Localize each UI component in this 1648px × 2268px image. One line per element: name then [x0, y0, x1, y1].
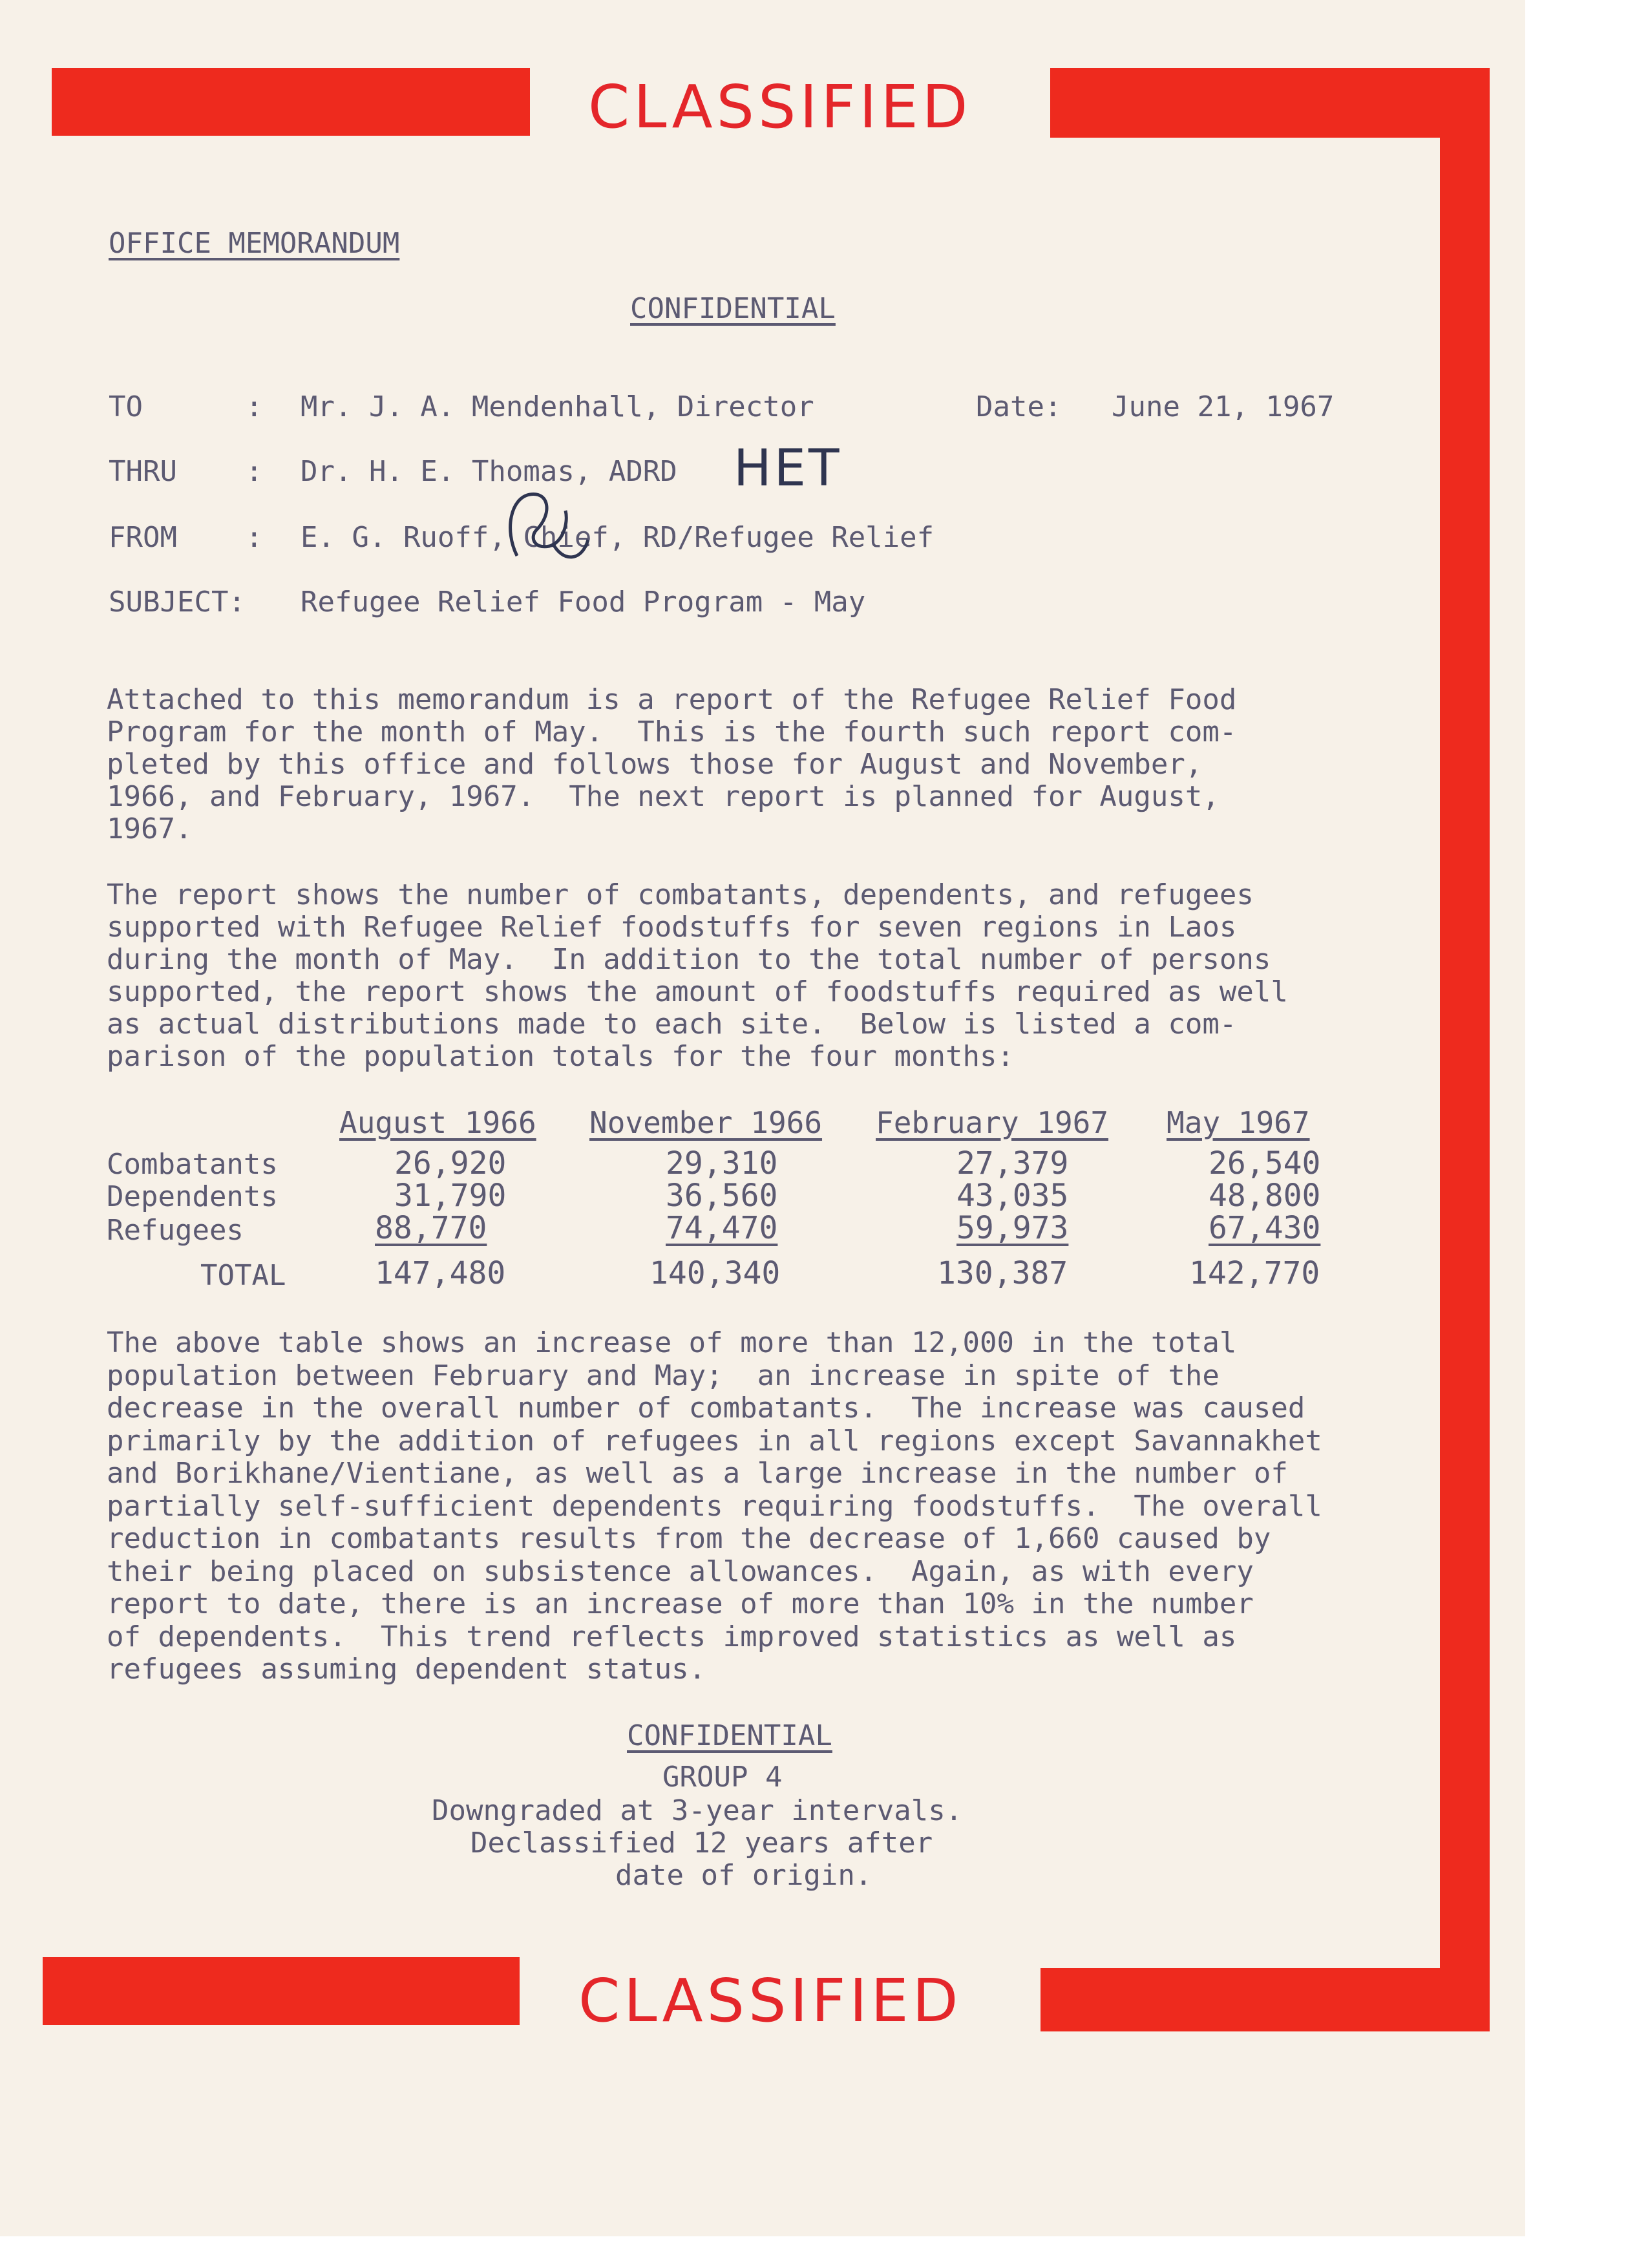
date-value: June 21, 1967	[1112, 390, 1335, 423]
top-red-bar-right	[1050, 68, 1490, 138]
handwritten-initials-het: HET	[734, 440, 842, 498]
row-label-total: TOTAL	[200, 1259, 286, 1292]
cell-nov-refugees: 74,470	[666, 1210, 778, 1246]
confidential-footer: CONFIDENTIAL	[627, 1719, 832, 1752]
thru-value: Dr. H. E. Thomas, ADRD	[301, 455, 677, 488]
row-label-refugees: Refugees	[107, 1214, 244, 1247]
classified-banner-top: CLASSIFIED	[588, 72, 972, 142]
column-header-november-1966: November 1966	[589, 1105, 823, 1140]
top-red-bar-left	[52, 68, 530, 136]
cell-nov-dependents: 36,560	[666, 1178, 778, 1214]
downgrade-line-1: Downgraded at 3-year intervals.	[432, 1794, 963, 1827]
paragraph-1: Attached to this memorandum is a report of the Refugee Relief Food Program for the month of May. This is the fourth such report com- pleted by this office and follows those for August and November, 1966, and February, 1967. The next report is planned for August, 1967.	[107, 683, 1237, 845]
to-separator: :	[246, 390, 263, 423]
cell-feb-refugees: 59,973	[956, 1210, 1069, 1246]
downgrade-line-3: date of origin.	[615, 1859, 872, 1892]
handwritten-signature	[491, 478, 607, 575]
column-header-august-1966: August 1966	[339, 1105, 536, 1140]
cell-feb-total: 130,387	[937, 1255, 1068, 1291]
cell-feb-dependents: 43,035	[956, 1178, 1069, 1214]
classified-banner-bottom: CLASSIFIED	[578, 1966, 962, 2035]
date-label: Date:	[976, 390, 1062, 423]
downgrade-line-2: Declassified 12 years after	[470, 1827, 933, 1860]
thru-separator: :	[246, 455, 263, 488]
paragraph-3: The above table shows an increase of more than 12,000 in the total population between February and May; an increase in spite of the decrease in the overall number of combatants. The increase was caused primarily by the addition of refugees in all regions except Savannakhet and Borikhane/Vientiane, as well as a large increase in the number of partially self-sufficient dependents requiring foodstuffs. The overall reduction in combatants results from the decrease of 1,660 caused by their being placed on subsistence allowances. Again, as with every report to date, there is an increase of more than 10% in the number of dependents. This trend reflects improved statistics as well as refugees assuming dependent status.	[107, 1326, 1322, 1686]
cell-aug-total: 147,480	[375, 1255, 506, 1291]
bottom-red-bar-right	[1041, 1968, 1490, 2031]
thru-label: THRU	[109, 455, 177, 488]
cell-feb-combatants: 27,379	[956, 1145, 1069, 1182]
cell-aug-refugees: 88,770	[375, 1210, 487, 1246]
from-value: E. G. Ruoff, Chief, RD/Refugee Relief	[301, 521, 935, 554]
to-label: TO	[109, 390, 143, 423]
subject-value: Refugee Relief Food Program - May	[301, 586, 866, 619]
cell-may-dependents: 48,800	[1209, 1178, 1321, 1214]
from-label: FROM	[109, 521, 177, 554]
to-value: Mr. J. A. Mendenhall, Director	[301, 390, 814, 423]
column-header-may-1967: May 1967	[1167, 1105, 1310, 1140]
cell-aug-combatants: 26,920	[394, 1145, 507, 1182]
row-label-dependents: Dependents	[107, 1180, 278, 1213]
bottom-red-bar-left	[43, 1957, 520, 2025]
cell-may-total: 142,770	[1189, 1255, 1320, 1291]
row-label-combatants: Combatants	[107, 1148, 278, 1181]
group-marking: GROUP 4	[662, 1761, 783, 1794]
cell-aug-dependents: 31,790	[394, 1178, 507, 1214]
right-red-border	[1440, 68, 1490, 2023]
paragraph-2: The report shows the number of combatants, dependents, and refugees supported with Refugee Relief foodstuffs for seven regions in Laos during the month of May. In addition to the total number of persons supported, the report shows the amount of foodstuffs required as well as actual distributions made to each site. Below is listed a com- parison of the population totals for the four months:	[107, 878, 1288, 1073]
confidential-heading: CONFIDENTIAL	[630, 292, 836, 325]
cell-may-refugees: 67,430	[1209, 1210, 1321, 1246]
subject-label: SUBJECT:	[109, 586, 246, 619]
cell-nov-total: 140,340	[650, 1255, 781, 1291]
cell-nov-combatants: 29,310	[666, 1145, 778, 1182]
from-separator: :	[246, 521, 263, 554]
column-header-february-1967: February 1967	[876, 1105, 1109, 1140]
office-memorandum-heading: OFFICE MEMORANDUM	[109, 227, 400, 260]
cell-may-combatants: 26,540	[1209, 1145, 1321, 1182]
